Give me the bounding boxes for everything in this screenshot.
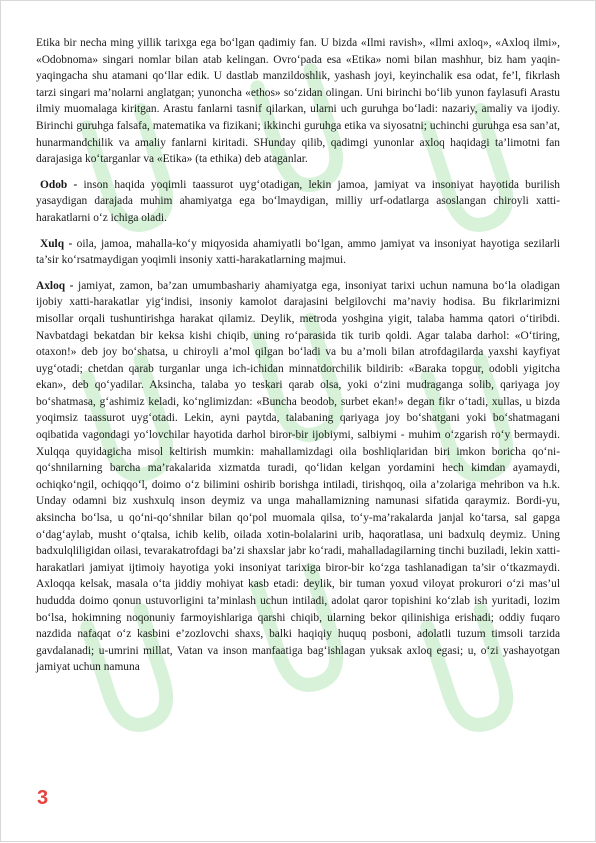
document-body bbox=[36, 35, 560, 676]
odob-term: Odob - bbox=[40, 178, 78, 191]
xulq-text: oila, jamoa, mahalla-ko‘y miqyosida ahamiyatli bo‘lgan, ammo jamiyat va insoniyat hayotiga sezilarli ta’sir ko‘rsatmaydigan yoqimli insoniy xatti-harakatlarning majmui. bbox=[36, 237, 561, 267]
intro-paragraph: Etika bir necha ming yillik tarixga ega bo‘lgan qadimiy fan. U bizda «Ilmi ravish», «Ilmi axloq», «Axloq ilmi», «Odobnoma» singari nomlar bilan atab kelingan. Ovro‘pada esa «Etika» nomi bilan mashhur, biz ham yaqin-yaqingacha shu atamani qo‘llar edik. U dastlab manzildoshlik, yashash joyi, keyinchalik esa odat, fe’l, fikrlash tarzi singari ma’nolarni anglatgan; yunoncha «ethos» so‘zidan olingan. Uni birinchi bo‘lib yunon faylasufi Arastu ilmiy muomalaga kiritgan. Arastu fanlarni tasnif qilarkan, ularni uch guruhga bo‘ladi: nazariy, amaliy va ijodiy. Birinchi guruhga falsafa, matematika va fizikani; ikkinchi guruhga etika va siyosatni; uchinchi guruhga esa san’at, hunarmandchilik va amaliy fanlarni kiritadi. SHunday qilib, qadimgi yunonlar axloq haqidagi ta’limotni fan darajasiga ko‘targanlar va «Etika» (ta ethika) deb ataganlar. bbox=[36, 37, 560, 166]
axloq-definition bbox=[36, 278, 560, 676]
page-number: 3 bbox=[37, 787, 49, 809]
xulq-definition bbox=[36, 236, 560, 269]
axloq-term: Axloq - bbox=[36, 279, 74, 292]
axloq-text: jamiyat, zamon, ba’zan umumbashariy ahamiyatga ega, insoniyat tarixi uchun namuna bo‘la oladigan ijobiy xatti-harakatlar yig‘indisi, insoniy kamolot darajasini belgilovchi ma’naviy hodisa. Bu fikrlarimizni misollar orqali tushuntirishga harakat qilamiz. Deylik, metroda yoshgina yigit, talaba hamma qatori o‘tiribdi. Navbatdagi bekatdan bir keksa kishi chiqib, uning ro‘parasida tik turib qoldi. Agar talaba darhol: «O‘tiring, otaxon!» deb joy bo‘shatsa, u chiroyli a’mol qilgan bo‘ladi va bu a’moli bilan atrofdagilarda yaxshi kayfiyat uyg‘otadi; chetdan qarab turganlar unga ich-ichidan minnatdorchilik bildirib: «Baraka topgur, odobli yigitcha ekan», deb qo‘yadilar. Aksincha, talaba yo teskari qarab olsa, yoki o‘zini mudraganga solib, qariyaga joy bo‘shatmasa, g‘ashimiz keladi, ko‘nglimizdan: «Buncha beodob, surbet ekan!» degan fikr o‘tadi, xullas, u bizda yoqimsiz taassurot uyg‘otadi. Lekin, ayni paytda, talabaning qariyaga joy bo‘shatgani yoki bo‘shatmagani oqibatida vagondagi yo‘lovchilar hayotida darhol biror-bir ijobiymi, salbiymi - muhim o‘zgarish ro‘y bermaydi. Xulqqa quyidagicha misol keltirish mumkin: mahallamizdagi oila boshliqlaridan biri imkon boricha qo‘ni-qo‘shnilarning barcha ma’rakalarida xizmatda turadi, qo‘lidan kelgan yordamini hech kimdan ayamaydi, ochiqko‘ngil, ochiqqo‘l, doimo o‘z bilimini oshirib borishga intiladi, tirishqoq, oila a’zolariga mehribon va h.k. Unday odamni biz xushxulq inson deymiz va unga mahallamizning namunasi sifatida qaraymiz. Bordi-yu, aksincha bo‘lsa, u qo‘ni-qo‘shnilar bilan qo‘pol muomala qilsa, to‘y-ma’rakalarda janjal ko‘tarsa, sal gapga o‘dag‘aylab, musht o‘qtalsa, ichib kelib, oilada xotin-bolalarini urib, haqoratlasa, uni badxulq deymiz. Uning badxulqliligidan oilasi, tevarakatrofdagi ba’zi shaxslar jabr ko‘radi, mahalladagilarning tinchi buziladi, lekin xatti-harakatlari jamiyat ijtimoiy hayotiga yoki insoniyat tarixiga biror-bir ko‘zga tashlanadigan ta’sir o‘tkazmaydi. Axloqqa kelsak, masala o‘ta jiddiy mohiyat kasb etadi: deylik, bir tuman yoxud viloyat prokurori o‘zi mas’ul hududda doimo qonun ustuvorligini ta’minlash uchun intiladi, adolat qaror topishini ko‘zlab ish yuritadi, lozim bo‘lsa, hokimning noqonuniy farmoyishlariga qarshi chiqib, ularning bekor qilinishiga erishadi; oddiy fuqaro nazdida nafaqat o‘z kasbini e’zozlovchi shaxs, balki haqiqiy huquq posboni, adolatli tuzum timsoli tarzida gavdalanadi; u-umrini millat, Vatan va inson manfaatiga bag‘ishlagan yuksak axloq egasi; u, o‘zi yashayotgan jamiyat uchun namuna bbox=[36, 279, 560, 674]
odob-definition bbox=[36, 177, 560, 227]
odob-text: inson haqida yoqimli taassurot uyg‘otadigan, lekin jamoa, jamiyat va insoniyat hayotida burilish yasaydigan darajada muhim ahamiyatga ega bo‘lmaydigan, milliy urf-odatlarga asoslangan chiroyli xatti-harakatlarni o‘z ichiga oladi. bbox=[36, 178, 560, 224]
xulq-term: Xulq - bbox=[40, 237, 73, 250]
